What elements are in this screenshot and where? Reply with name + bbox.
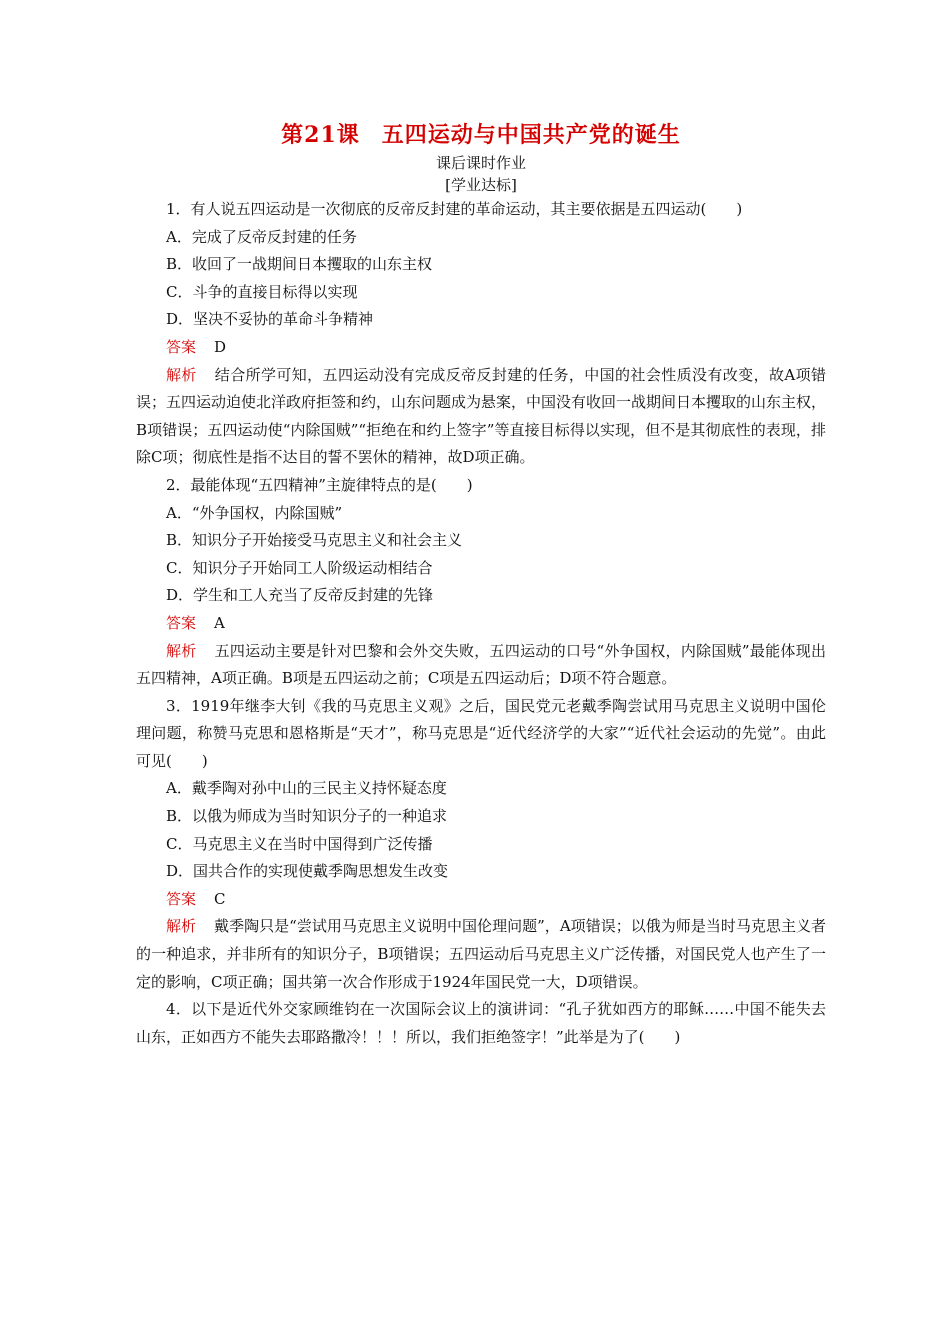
question-1-option-c: C．斗争的直接目标得以实现 xyxy=(166,282,358,301)
question-1-answer-value: D xyxy=(214,337,227,356)
question-2-answer-value: A xyxy=(214,613,225,632)
question-2-option-b: B．知识分子开始接受马克思主义和社会主义 xyxy=(166,531,463,550)
question-3-option-b: B．以俄为师成为当时知识分子的一种追求 xyxy=(166,807,448,826)
section-label: [学业达标] xyxy=(445,176,517,194)
question-3-option-c: C．马克思主义在当时中国得到广泛传播 xyxy=(166,834,433,853)
question-3-option-a: A．戴季陶对孙中山的三民主义持怀疑态度 xyxy=(166,779,447,798)
question-1-option-b: B．收回了一战期间日本攫取的山东主权 xyxy=(166,255,433,274)
question-3-stem: 3．1919年继李大钊《我的马克思主义观》之后，国民党元老戴季陶尝试用马克思主义说明中国伦理问题，称赞马克思和恩格斯是“天才”，称马克思是“近代经济学的大家”“近代社会运动的先觉”。由此可见( ) xyxy=(136,696,826,770)
question-2-analysis xyxy=(136,638,826,693)
question-2-stem: 2．最能体现“五四精神”主旋律特点的是( ) xyxy=(166,475,473,494)
question-3-analysis-text: 戴季陶只是“尝试用马克思主义说明中国伦理问题”，A项错误；以俄为师是当时马克思主义者的一种追求，并非所有的知识分子，B项错误；五四运动后马克思主义广泛传播，对国民党人也产生了一定的影响，C项正确；国共第一次合作形成于1924年国民党一大，D项错误。 xyxy=(136,917,826,991)
question-4-stem: 4．以下是近代外交家顾维钧在一次国际会议上的演讲词：“孔子犹如西方的耶稣……中国不能失去山东，正如西方不能失去耶路撒冷！！！所以，我们拒绝签字！”此举是为了( ) xyxy=(136,1000,826,1046)
question-3-answer xyxy=(136,886,826,914)
question-2-option-c: C．知识分子开始同工人阶级运动相结合 xyxy=(166,558,433,577)
analysis-tag: 解析 xyxy=(166,365,197,384)
question-3-answer-value: C xyxy=(214,889,226,908)
question-1-analysis xyxy=(136,362,826,472)
answer-tag: 答案 xyxy=(166,337,197,356)
lesson-number: 第21课 xyxy=(281,122,360,148)
subtitle: 课后课时作业 xyxy=(435,154,526,172)
lesson-title xyxy=(136,118,826,152)
analysis-tag: 解析 xyxy=(166,917,197,936)
answer-tag: 答案 xyxy=(166,613,197,632)
question-1-analysis-text: 结合所学可知，五四运动没有完成反帝反封建的任务，中国的社会性质没有改变，故A项错误；五四运动迫使北洋政府拒签和约，山东问题成为悬案，中国没有收回一战期间日本攫取的山东主权，B项错误；五四运动使“内除国贼”“拒绝在和约上签字”等直接目标得以实现，但不是其彻底性的表现，排除C项；彻底性是指不达目的誓不罢休的精神，故D项正确。 xyxy=(136,365,827,467)
question-1-option-d: D．坚决不妥协的革命斗争精神 xyxy=(166,310,374,329)
question-2-analysis-text: 五四运动主要是针对巴黎和会外交失败，五四运动的口号“外争国权，内除国贼”最能体现出五四精神，A项正确。B项是五四运动之前；C项是五四运动后；D项不符合题意。 xyxy=(136,641,826,688)
question-2-option-a: A．“外争国权，内除国贼” xyxy=(166,503,343,522)
analysis-tag: 解析 xyxy=(166,641,197,660)
question-2-option-d: D．学生和工人充当了反帝反封建的先锋 xyxy=(166,586,434,605)
question-1-answer xyxy=(136,334,826,362)
document-page xyxy=(136,118,826,1051)
lesson-name: 五四运动与中国共产党的诞生 xyxy=(381,122,681,148)
answer-tag: 答案 xyxy=(166,889,197,908)
question-3-option-d: D．国共合作的实现使戴季陶思想发生改变 xyxy=(166,862,449,881)
question-2-answer xyxy=(136,610,826,638)
question-1-stem: 1．有人说五四运动是一次彻底的反帝反封建的革命运动，其主要依据是五四运动( ) xyxy=(166,200,743,218)
question-1-option-a: A．完成了反帝反封建的任务 xyxy=(166,227,357,246)
question-3-analysis xyxy=(136,913,826,996)
